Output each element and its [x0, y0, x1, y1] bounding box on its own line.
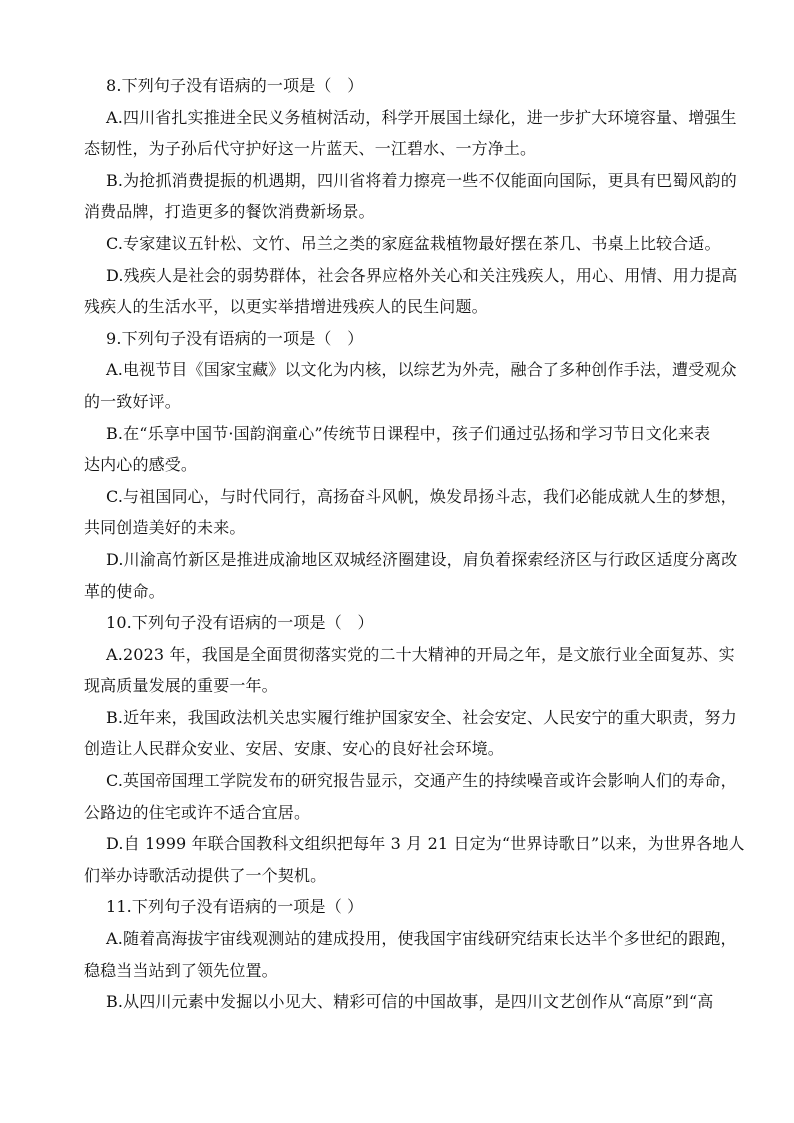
question-10-option-b: B.近年来，我国政法机关忠实履行维护国家安全、社会安定、人民安宁的重大职责，努力	[106, 707, 737, 727]
question-8-stem: 8.下列句子没有语病的一项是（ ）	[106, 76, 364, 95]
question-8-option-d-cont: 残疾人的生活水平，以更实举措增进残疾人的民生问题。	[84, 297, 488, 317]
question-9-option-b-cont: 达内心的感受。	[84, 455, 198, 475]
question-8-option-a: A.四川省扎实推进全民义务植树活动，科学开展国土绿化，进一步扩大环境容量、增强生	[106, 107, 737, 127]
question-10-option-d-cont: 们举办诗歌活动提供了一个契机。	[84, 865, 327, 885]
question-10-option-a: A.2023 年，我国是全面贯彻落实党的二十大精神的开局之年，是文旅行业全面复苏、实	[106, 644, 735, 664]
question-10-option-a-cont: 现高质量发展的重要一年。	[84, 676, 278, 696]
question-9-option-a-cont: 的一致好评。	[84, 391, 181, 411]
question-8-option-b-cont: 消费品牌，打造更多的餐饮消费新场景。	[84, 202, 375, 222]
question-9-option-b: B.在“乐享中国节·国韵润童心”传统节日课程中，孩子们通过弘扬和学习节日文化来表	[106, 423, 711, 443]
question-11-option-a: A.随着高海拔宇宙线观测站的建成投用，使我国宇宙线研究结束长达半个多世纪的跟跑，	[106, 929, 737, 949]
question-9-option-c-cont: 共同创造美好的未来。	[84, 518, 246, 538]
question-9-option-d-cont: 革的使命。	[84, 581, 165, 601]
question-8-option-a-cont: 态韧性，为子孙后代守护好这一片蓝天、一江碧水、一方净土。	[84, 139, 537, 159]
question-8-option-b: B.为抢抓消费提振的机遇期，四川省将着力擦亮一些不仅能面向国际，更具有巴蜀风韵的	[106, 170, 737, 190]
question-10-option-b-cont: 创造让人民群众安业、安居、安康、安心的良好社会环境。	[84, 739, 504, 759]
question-11-stem: 11.下列句子没有语病的一项是（ ）	[106, 897, 364, 917]
question-9-option-d: D.川渝高竹新区是推进成渝地区双城经济圈建设，肩负着探索经济区与行政区适度分离改	[106, 549, 738, 569]
question-10-option-c-cont: 公路边的住宅或许不适合宜居。	[84, 802, 311, 822]
question-9-option-c: C.与祖国同心，与时代同行，高扬奋斗风帆，焕发昂扬斗志，我们必能成就人生的梦想，	[106, 486, 737, 506]
question-11-option-b: B.从四川元素中发掘以小见大、精彩可信的中国故事，是四川文艺创作从“高原”到“高	[106, 992, 714, 1012]
question-11-option-a-cont: 稳稳当当站到了领先位置。	[84, 960, 278, 980]
question-9-stem: 9.下列句子没有语病的一项是（ ）	[106, 328, 364, 348]
question-10-option-c: C.英国帝国理工学院发布的研究报告显示，交通产生的持续噪音或许会影响人们的寿命，	[106, 771, 737, 791]
question-9-option-a: A.电视节目《国家宝藏》以文化为内核，以综艺为外壳，融合了多种创作手法，遭受观众	[106, 360, 737, 380]
question-list	[84, 70, 745, 1018]
question-10-option-d: D.自 1999 年联合国教科文组织把每年 3 月 21 日定为“世界诗歌日”以来，为世界各地人	[106, 834, 745, 854]
question-8-option-c: C.专家建议五针松、文竹、吊兰之类的家庭盆栽植物最好摆在茶几、书桌上比较合适。	[106, 233, 721, 253]
question-10-stem: 10.下列句子没有语病的一项是（ ）	[106, 613, 374, 633]
question-8-option-d: D.残疾人是社会的弱势群体，社会各界应格外关心和关注残疾人，用心、用情、用力提高	[106, 265, 738, 285]
